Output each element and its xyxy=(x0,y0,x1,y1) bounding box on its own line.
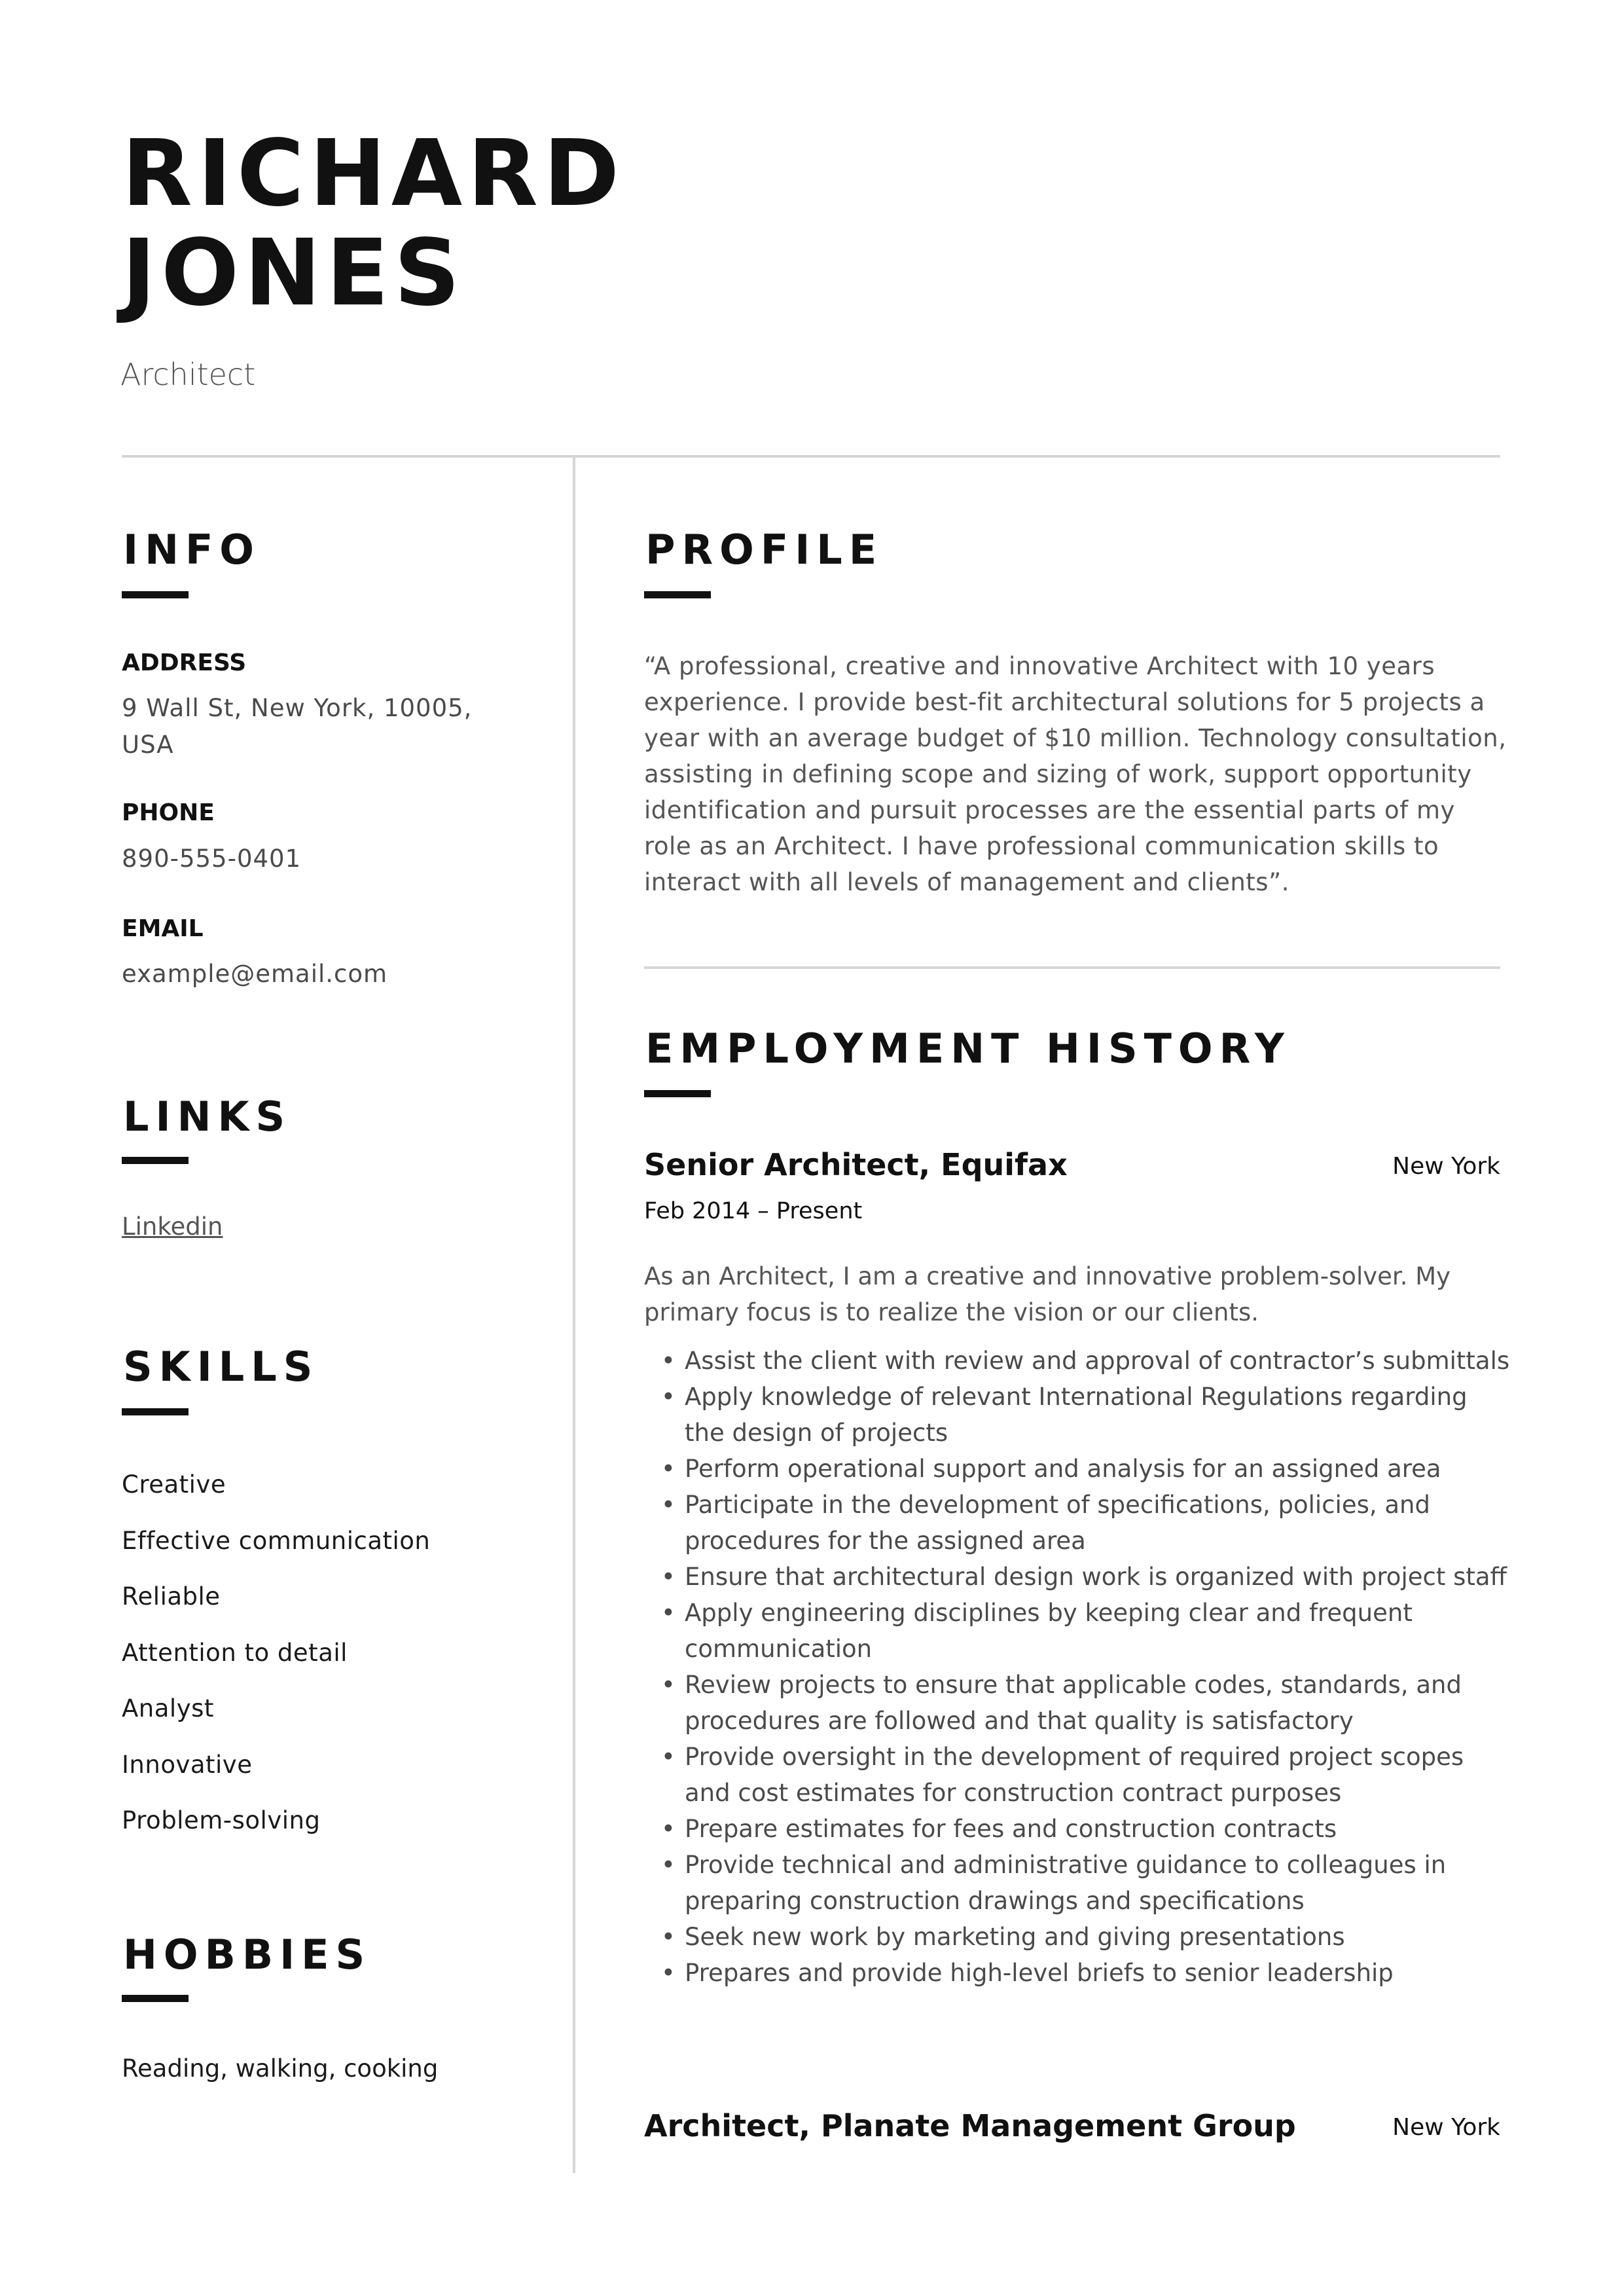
duty-text: Assist the client with review and approval of contractor’s submittals xyxy=(685,1347,1510,1375)
duty-text: Seek new work by marketing and giving presentations xyxy=(685,1923,1345,1951)
bullet-icon: • xyxy=(661,1491,676,1519)
bullet-icon: • xyxy=(661,1599,676,1627)
phone-value: 890-555-0401 xyxy=(122,845,302,873)
skills-heading-bar xyxy=(122,1408,189,1415)
job-location-1: New York xyxy=(1392,1153,1500,1180)
bullet-icon: • xyxy=(661,1671,676,1699)
address-value: 9 Wall St, New York, 10005, USA xyxy=(122,694,473,759)
profile-heading-bar xyxy=(644,591,711,598)
skills-heading: SKILLS xyxy=(123,1343,319,1391)
duty-text: Provide oversight in the development of required project scopes and cost estimates for construction contract purposes xyxy=(685,1743,1464,1807)
bullet-icon: • xyxy=(661,1347,676,1375)
duty-item xyxy=(644,1955,1515,1991)
linkedin-link[interactable]: Linkedin xyxy=(122,1212,223,1241)
duty-item xyxy=(644,1487,1515,1559)
profile-summary: “A professional, creative and innovative Architect with 10 years experience. I provide best-fit architectural solutions for 5 projects a year with an average budget of $10 million. Technology consultation, assisting in defining scope and sizing of work, support opportunity identification and pursuit processes are the essential parts of my role as an Architect. I have professional communication skills to interact with all levels of management and clients”. xyxy=(644,652,1507,896)
profile-heading: PROFILE xyxy=(645,526,884,574)
email-label: EMAIL xyxy=(122,915,204,942)
skill-item: Reliable xyxy=(122,1582,221,1611)
hobbies-heading: HOBBIES xyxy=(123,1931,372,1978)
hobbies-text: Reading, walking, cooking xyxy=(122,2054,439,2083)
info-heading: INFO xyxy=(123,526,261,574)
duty-item xyxy=(644,1739,1515,1811)
job-title-2: Architect, Planate Management Group xyxy=(644,2108,1296,2143)
last-name: JONES xyxy=(122,220,465,327)
bullet-icon: • xyxy=(661,1743,676,1771)
skill-item: Innovative xyxy=(122,1750,253,1779)
job-dates-1: Feb 2014 – Present xyxy=(644,1198,863,1224)
duty-text: Apply knowledge of relevant International Regulations regarding the design of projects xyxy=(685,1383,1468,1447)
bullet-icon: • xyxy=(661,1563,676,1591)
skill-item: Attention to detail xyxy=(122,1638,348,1667)
duty-item xyxy=(644,1595,1515,1667)
bullet-icon: • xyxy=(661,1455,676,1483)
duty-text: Ensure that architectural design work is organized with project staff xyxy=(685,1563,1507,1591)
duty-text: Prepares and provide high-level briefs to senior leadership xyxy=(685,1959,1394,1987)
bullet-icon: • xyxy=(661,1851,676,1879)
links-heading: LINKS xyxy=(123,1093,292,1140)
duty-item xyxy=(644,1451,1515,1487)
skills-list xyxy=(122,1467,430,1859)
bullet-icon: • xyxy=(661,1383,676,1411)
duty-text: Provide technical and administrative guidance to colleagues in preparing construction drawings and specifications xyxy=(685,1851,1447,1915)
duty-item xyxy=(644,1343,1515,1379)
skill-item: Creative xyxy=(122,1470,226,1499)
bullet-icon: • xyxy=(661,1923,676,1951)
header-divider xyxy=(122,455,1500,458)
duty-text: Review projects to ensure that applicable codes, standards, and procedures are followed and that quality is satisfactory xyxy=(685,1671,1462,1735)
bullet-icon: • xyxy=(661,1815,676,1843)
skill-item: Problem-solving xyxy=(122,1806,321,1834)
links-heading-bar xyxy=(122,1157,189,1164)
phone-label: PHONE xyxy=(122,799,215,826)
duty-item xyxy=(644,1667,1515,1739)
job-title-1: Senior Architect, Equifax xyxy=(644,1147,1068,1182)
duty-item xyxy=(644,1559,1515,1595)
duty-text: Apply engineering disciplines by keeping clear and frequent communication xyxy=(685,1599,1413,1663)
first-name: RICHARD xyxy=(122,120,625,227)
job-description-1: As an Architect, I am a creative and innovative problem-solver. My primary focus is to realize the vision or our clients. xyxy=(644,1262,1451,1326)
profile-divider xyxy=(644,966,1500,969)
duty-text: Perform operational support and analysis for an assigned area xyxy=(685,1455,1441,1483)
duty-text: Prepare estimates for fees and construction contracts xyxy=(685,1815,1337,1843)
candidate-name xyxy=(122,120,625,327)
duty-item xyxy=(644,1919,1515,1955)
duty-item xyxy=(644,1379,1515,1451)
job-title: Architect xyxy=(120,357,256,392)
employment-heading-bar xyxy=(644,1090,711,1097)
skill-item: Effective communication xyxy=(122,1526,431,1555)
job-duties-1 xyxy=(644,1343,1515,1991)
column-divider xyxy=(573,458,575,2173)
hobbies-heading-bar xyxy=(122,1995,189,2002)
info-heading-bar xyxy=(122,591,189,598)
skill-item: Analyst xyxy=(122,1694,214,1722)
duty-item xyxy=(644,1847,1515,1919)
bullet-icon: • xyxy=(661,1959,676,1987)
email-value: example@email.com xyxy=(122,960,388,988)
address-label: ADDRESS xyxy=(122,649,247,676)
duty-text: Participate in the development of specifications, policies, and procedures for the assigned area xyxy=(685,1491,1430,1555)
job-location-2: New York xyxy=(1392,2114,1500,2141)
duty-item xyxy=(644,1811,1515,1847)
employment-heading: EMPLOYMENT HISTORY xyxy=(645,1025,1291,1072)
